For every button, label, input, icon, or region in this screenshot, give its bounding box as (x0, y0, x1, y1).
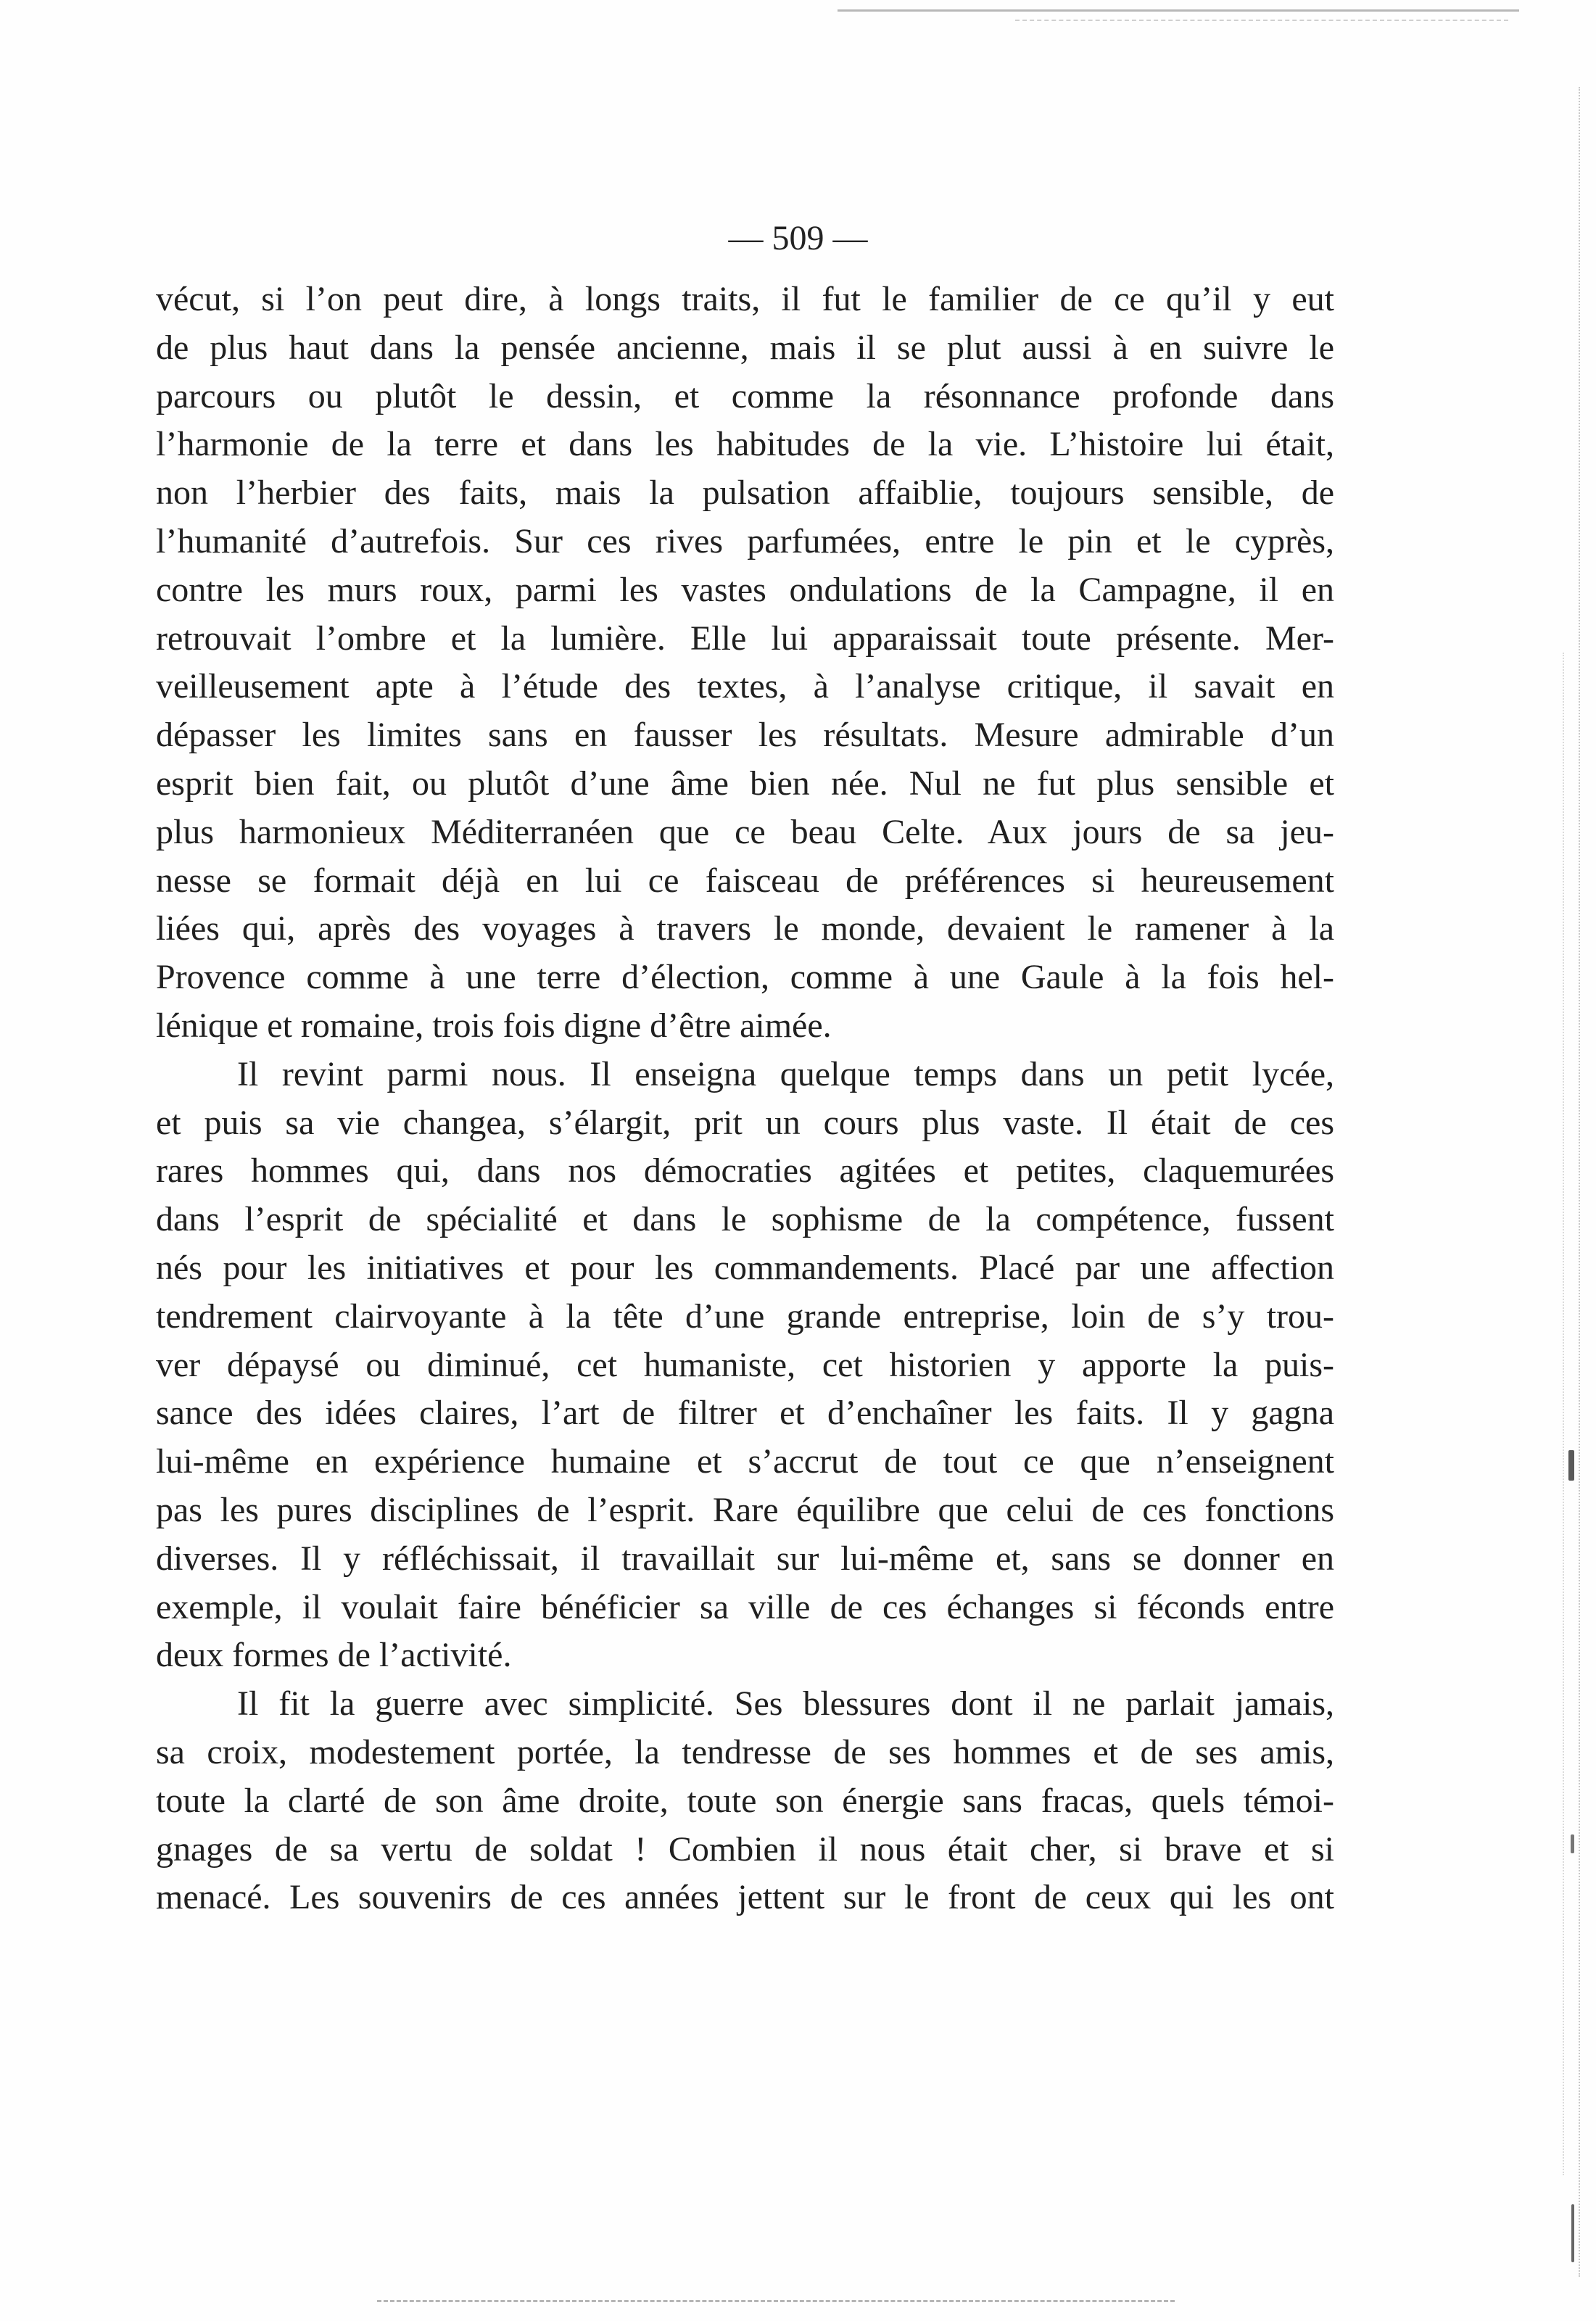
text-line: vécut, si l’on peut dire, à longs traits, il fut le familier de ce qu’il y eut (156, 280, 1334, 318)
text-line: sa croix, modestement portée, la tendresse de ses hommes et de ses amis, (156, 1732, 1334, 1771)
text-line: retrouvait l’ombre et la lumière. Elle lui apparaissait toute présente. Mer- (156, 618, 1334, 658)
text-line: de plus haut dans la pensée ancienne, mais il se plut aussi à en suivre le (156, 328, 1334, 367)
text-line: Il fit la guerre avec simplicité. Ses blessures dont il ne parlait jamais, (237, 1684, 1334, 1724)
scan-edge-top (838, 9, 1519, 12)
text-line: parcours ou plutôt le dessin, et comme la résonnance profonde dans (156, 376, 1334, 415)
text-line: Provence comme à une terre d’élection, comme à une Gaule à la fois hel- (156, 958, 1334, 997)
text-line: Il revint parmi nous. Il enseigna quelque temps dans un petit lycée, (237, 1054, 1334, 1093)
text-line: non l’herbier des faits, mais la pulsation affaiblie, toujours sensible, de (156, 473, 1334, 513)
text-line: dépasser les limites sans en fausser les résultats. Mesure admirable d’un (156, 716, 1334, 755)
text-line: contre les murs roux, parmi les vastes ondulations de la Campagne, il en (156, 570, 1334, 609)
scan-edge-mark (1571, 1834, 1574, 1853)
text-line: pas les pures disciplines de l’esprit. Rare équilibre que celui de ces fonctions (156, 1490, 1334, 1529)
text-line: esprit bien fait, ou plutôt d’une âme bien née. Nul ne fut plus sensible et (156, 764, 1334, 803)
text-line: menacé. Les souvenirs de ces années jettent sur le front de ceux qui les ont (156, 1878, 1334, 1917)
text-line: lénique et romaine, trois fois digne d’être aimée. (156, 1006, 832, 1045)
scan-edge-mark (1571, 2204, 1574, 2262)
scan-edge-top-dashed (1015, 20, 1508, 21)
text-line: l’humanité d’autrefois. Sur ces rives parfumées, entre le pin et le cyprès, (156, 521, 1334, 560)
page-number: — 509 — (728, 219, 868, 257)
text-line: gnages de sa vertu de soldat ! Combien il nous était cher, si brave et si (156, 1829, 1334, 1869)
scan-edge-mark (1568, 1450, 1574, 1481)
text-line: nés pour les initiatives et pour les commandements. Placé par une affection (156, 1248, 1334, 1287)
text-line: plus harmonieux Méditerranéen que ce beau Celte. Aux jours de sa jeu- (156, 812, 1334, 851)
paragraph-1 (156, 276, 1334, 1051)
text-line: toute la clarté de son âme droite, toute son énergie sans fracas, quels témoi- (156, 1781, 1334, 1820)
paragraph-2 (156, 1051, 1334, 1680)
text-line: rares hommes qui, dans nos démocraties agitées et petites, claquemurées (156, 1151, 1334, 1191)
paragraph-3 (156, 1680, 1334, 1922)
text-line: tendrement clairvoyante à la tête d’une grande entreprise, loin de s’y trou- (156, 1296, 1334, 1336)
text-line: et puis sa vie changea, s’élargit, prit un cours plus vaste. Il était de ces (156, 1103, 1334, 1142)
scan-edge-bottom (377, 2300, 1175, 2302)
text-line: l’harmonie de la terre et dans les habitudes de la vie. L’histoire lui était, (156, 425, 1334, 464)
text-line: deux formes de l’activité. (156, 1636, 512, 1675)
scan-edge-right-inner (1563, 653, 1564, 2175)
scan-edge-right (1579, 87, 1580, 2277)
text-line: sance des idées claires, l’art de filtrer et d’enchaîner les faits. Il y gagna (156, 1394, 1334, 1433)
text-line: ver dépaysé ou diminué, cet humaniste, cet historien y apporte la puis- (156, 1345, 1334, 1384)
text-line: lui-même en expérience humaine et s’accrut de tout ce que n’enseignent (156, 1442, 1334, 1481)
body-text (156, 276, 1334, 1922)
text-line: diverses. Il y réfléchissait, il travaillait sur lui-même et, sans se donner en (156, 1539, 1334, 1578)
text-line: nesse se formait déjà en lui ce faisceau de préférences si heureusement (156, 861, 1334, 900)
text-line: exemple, il voulait faire bénéficier sa ville de ces échanges si féconds entre (156, 1587, 1334, 1626)
text-line: dans l’esprit de spécialité et dans le sophisme de la compétence, fussent (156, 1200, 1334, 1239)
text-line: veilleusement apte à l’étude des textes, à l’analyse critique, il savait en (156, 667, 1334, 706)
text-line: liées qui, après des voyages à travers le monde, devaient le ramener à la (156, 909, 1334, 948)
